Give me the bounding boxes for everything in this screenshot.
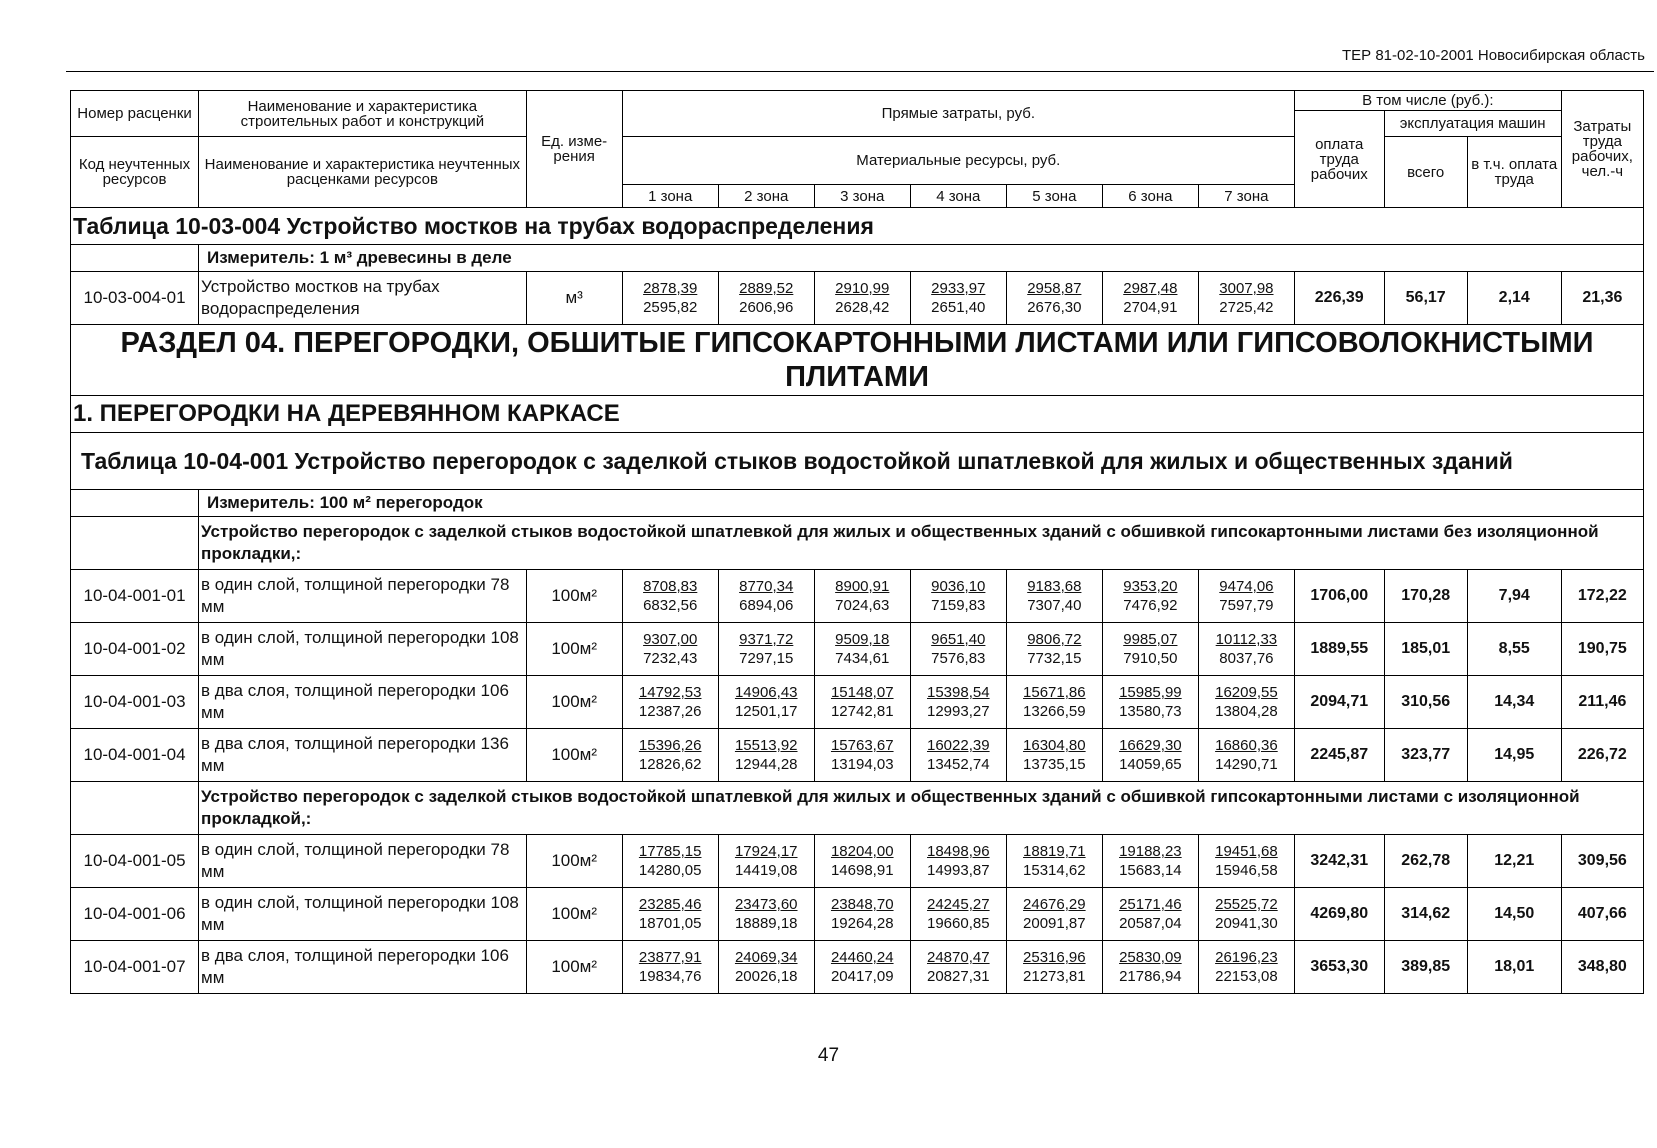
zone-cost-cell <box>1102 729 1198 782</box>
work-name: Устройство мостков на трубах водораспределения <box>199 272 527 325</box>
rate-code: 10-04-001-01 <box>71 570 199 623</box>
zone-material-cost: 2704,91 <box>1123 299 1178 316</box>
zone-direct-cost: 17924,17 <box>734 843 798 860</box>
zone-direct-cost: 2910,99 <box>835 280 890 297</box>
zone-direct-cost: 23285,46 <box>638 896 702 913</box>
zone-cost-cell <box>910 941 1006 994</box>
unit-cell: 100м² <box>526 941 622 994</box>
zone-direct-cost: 24460,24 <box>830 949 894 966</box>
zone-material-cost: 2606,96 <box>739 299 794 316</box>
zone-direct-cost: 16629,30 <box>1119 737 1182 754</box>
labor-hours: 172,22 <box>1561 570 1643 623</box>
zone-material-cost: 13452,74 <box>927 756 990 773</box>
zone-material-cost: 7232,43 <box>643 650 698 667</box>
zone-cost-cell <box>1198 835 1294 888</box>
zone-direct-cost: 24870,47 <box>927 949 990 966</box>
zone-cost-cell <box>1102 941 1198 994</box>
zone-direct-cost: 23473,60 <box>734 896 798 913</box>
labor-pay: 4269,80 <box>1294 888 1384 941</box>
labor-hours: 190,75 <box>1561 623 1643 676</box>
zone-direct-cost: 16304,80 <box>1023 737 1086 754</box>
labor-pay: 1706,00 <box>1294 570 1384 623</box>
zone-direct-cost: 2987,48 <box>1123 280 1178 297</box>
work-name: в два слоя, толщиной перегородки 106 мм <box>199 676 527 729</box>
rate-code: 10-04-001-04 <box>71 729 199 782</box>
zone-direct-cost: 15763,67 <box>830 737 894 754</box>
head-zone-5: 5 зона <box>1006 185 1102 208</box>
zone-material-cost: 12826,62 <box>638 756 702 773</box>
labor-pay: 2094,71 <box>1294 676 1384 729</box>
zone-material-cost: 7297,15 <box>739 650 794 667</box>
zone-material-cost: 7159,83 <box>931 597 986 614</box>
zone-material-cost: 22153,08 <box>1215 968 1278 985</box>
zone-cost-cell <box>622 941 718 994</box>
zone-cost-cell <box>718 888 814 941</box>
zone-direct-cost: 9307,00 <box>643 631 698 648</box>
head-rate-number: Номер расценки <box>71 91 199 137</box>
machines-total: 323,77 <box>1384 729 1467 782</box>
table-row <box>71 941 1644 994</box>
zone-material-cost: 14290,71 <box>1215 756 1278 773</box>
work-name: в два слоя, толщиной перегородки 136 мм <box>199 729 527 782</box>
zone-cost-cell <box>1198 888 1294 941</box>
head-zone-3: 3 зона <box>814 185 910 208</box>
machines-labor: 8,55 <box>1467 623 1561 676</box>
machines-labor: 14,50 <box>1467 888 1561 941</box>
zone-direct-cost: 25316,96 <box>1023 949 1086 966</box>
zone-material-cost: 20417,09 <box>830 968 894 985</box>
labor-pay: 1889,55 <box>1294 623 1384 676</box>
zone-material-cost: 7732,15 <box>1027 650 1082 667</box>
head-materials: Материальные ресурсы, руб. <box>622 137 1294 185</box>
zone-direct-cost: 8900,91 <box>835 578 890 595</box>
zone-direct-cost: 25171,46 <box>1119 896 1182 913</box>
work-name: в один слой, толщиной перегородки 78 мм <box>199 570 527 623</box>
zone-material-cost: 13804,28 <box>1215 703 1278 720</box>
zone-material-cost: 13580,73 <box>1119 703 1182 720</box>
machines-labor: 18,01 <box>1467 941 1561 994</box>
unit-cell: 100м² <box>526 676 622 729</box>
zone-direct-cost: 9371,72 <box>739 631 794 648</box>
zone-direct-cost: 24069,34 <box>734 949 798 966</box>
zone-material-cost: 2676,30 <box>1027 299 1082 316</box>
machines-total: 56,17 <box>1384 272 1467 325</box>
machines-labor: 14,95 <box>1467 729 1561 782</box>
zone-material-cost: 13735,15 <box>1023 756 1086 773</box>
zone-direct-cost: 15513,92 <box>734 737 798 754</box>
zone-cost-cell <box>814 888 910 941</box>
zone-cost-cell <box>718 570 814 623</box>
unit-cell: 100м² <box>526 623 622 676</box>
measure-label: Измеритель: 1 м³ древесины в деле <box>199 245 1644 272</box>
table-10-03-004-title: Таблица 10-03-004 Устройство мостков на трубах водораспределения <box>71 208 1644 245</box>
zone-material-cost: 15946,58 <box>1215 862 1278 879</box>
table-row <box>71 729 1644 782</box>
zone-direct-cost: 25525,72 <box>1215 896 1278 913</box>
zone-material-cost: 18701,05 <box>638 915 702 932</box>
zone-cost-cell <box>1198 941 1294 994</box>
zone-cost-cell <box>622 623 718 676</box>
zone-direct-cost: 25830,09 <box>1119 949 1182 966</box>
zone-cost-cell <box>910 570 1006 623</box>
zone-direct-cost: 9985,07 <box>1123 631 1178 648</box>
zone-material-cost: 7024,63 <box>835 597 890 614</box>
zone-direct-cost: 2958,87 <box>1027 280 1082 297</box>
zone-cost-cell <box>814 729 910 782</box>
zone-material-cost: 20587,04 <box>1119 915 1182 932</box>
head-labor-costs: Затраты труда рабочих, чел.-ч <box>1561 91 1643 208</box>
zone-cost-cell <box>1006 623 1102 676</box>
zone-direct-cost: 8708,83 <box>643 578 698 595</box>
zone-cost-cell <box>1006 570 1102 623</box>
labor-hours: 21,36 <box>1561 272 1643 325</box>
zone-material-cost: 12993,27 <box>927 703 990 720</box>
zone-direct-cost: 26196,23 <box>1215 949 1278 966</box>
measure-blank-cell <box>71 245 199 272</box>
zone-cost-cell <box>1006 888 1102 941</box>
zone-material-cost: 13194,03 <box>830 756 894 773</box>
machines-total: 310,56 <box>1384 676 1467 729</box>
zone-material-cost: 15683,14 <box>1119 862 1182 879</box>
rate-code: 10-04-001-03 <box>71 676 199 729</box>
labor-hours: 226,72 <box>1561 729 1643 782</box>
zone-direct-cost: 9183,68 <box>1027 578 1082 595</box>
table-row <box>71 676 1644 729</box>
zone-material-cost: 2651,40 <box>931 299 986 316</box>
labor-hours: 407,66 <box>1561 888 1643 941</box>
zone-direct-cost: 2878,39 <box>643 280 698 297</box>
subsection-title: 1. ПЕРЕГОРОДКИ НА ДЕРЕВЯННОМ КАРКАСЕ <box>71 396 1644 433</box>
head-including: В том числе (руб.): <box>1294 91 1561 111</box>
head-zone-7: 7 зона <box>1198 185 1294 208</box>
machines-labor: 14,34 <box>1467 676 1561 729</box>
running-header: ТЕР 81-02-10-2001 Новосибирская область <box>1342 47 1645 64</box>
zone-material-cost: 20091,87 <box>1023 915 1086 932</box>
zone-direct-cost: 19188,23 <box>1119 843 1182 860</box>
head-zone-6: 6 зона <box>1102 185 1198 208</box>
zone-cost-cell <box>910 623 1006 676</box>
zone-cost-cell <box>814 941 910 994</box>
zone-cost-cell <box>718 729 814 782</box>
zone-material-cost: 2595,82 <box>643 299 698 316</box>
zone-direct-cost: 9806,72 <box>1027 631 1082 648</box>
zone-cost-cell <box>622 676 718 729</box>
machines-total: 314,62 <box>1384 888 1467 941</box>
zone-cost-cell <box>622 729 718 782</box>
zone-material-cost: 19834,76 <box>638 968 702 985</box>
work-name: в один слой, толщиной перегородки 78 мм <box>199 835 527 888</box>
zone-direct-cost: 9036,10 <box>931 578 986 595</box>
zone-direct-cost: 15398,54 <box>927 684 990 701</box>
zone-cost-cell <box>1006 835 1102 888</box>
zone-cost-cell <box>1102 835 1198 888</box>
work-name: в один слой, толщиной перегородки 108 мм <box>199 888 527 941</box>
zone-cost-cell <box>622 888 718 941</box>
zone-material-cost: 12501,17 <box>734 703 798 720</box>
zone-direct-cost: 14906,43 <box>734 684 798 701</box>
head-machines-total: всего <box>1384 137 1467 208</box>
unit-cell: м³ <box>526 272 622 325</box>
head-direct-costs: Прямые затраты, руб. <box>622 91 1294 137</box>
zone-cost-cell <box>1006 941 1102 994</box>
zone-material-cost: 7307,40 <box>1027 597 1082 614</box>
machines-labor: 12,21 <box>1467 835 1561 888</box>
zone-material-cost: 14280,05 <box>638 862 702 879</box>
zone-material-cost: 19660,85 <box>927 915 990 932</box>
zone-material-cost: 7576,83 <box>931 650 986 667</box>
machines-total: 170,28 <box>1384 570 1467 623</box>
zone-material-cost: 8037,76 <box>1219 650 1274 667</box>
caption-blank-cell <box>71 782 199 835</box>
table-row <box>71 272 1644 325</box>
rate-code: 10-04-001-05 <box>71 835 199 888</box>
page-number: 47 <box>817 1045 840 1066</box>
zone-material-cost: 21786,94 <box>1119 968 1182 985</box>
machines-labor: 2,14 <box>1467 272 1561 325</box>
zone-cost-cell <box>622 835 718 888</box>
zone-direct-cost: 17785,15 <box>638 843 702 860</box>
labor-pay: 3242,31 <box>1294 835 1384 888</box>
head-code-unaccounted: Код неучтенных ресурсов <box>71 137 199 208</box>
zone-direct-cost: 10112,33 <box>1215 631 1278 648</box>
zone-cost-cell <box>814 272 910 325</box>
zone-direct-cost: 9353,20 <box>1123 578 1178 595</box>
zone-cost-cell <box>910 729 1006 782</box>
labor-pay: 226,39 <box>1294 272 1384 325</box>
labor-pay: 2245,87 <box>1294 729 1384 782</box>
zone-material-cost: 12742,81 <box>830 703 894 720</box>
labor-pay: 3653,30 <box>1294 941 1384 994</box>
zone-direct-cost: 18204,00 <box>830 843 894 860</box>
zone-direct-cost: 24245,27 <box>927 896 990 913</box>
zone-cost-cell <box>910 272 1006 325</box>
zone-cost-cell <box>814 835 910 888</box>
zone-cost-cell <box>1198 272 1294 325</box>
zone-direct-cost: 14792,53 <box>638 684 702 701</box>
head-zone-2: 2 зона <box>718 185 814 208</box>
zone-cost-cell <box>718 835 814 888</box>
zone-cost-cell <box>910 888 1006 941</box>
machines-labor: 7,94 <box>1467 570 1561 623</box>
zone-material-cost: 7597,79 <box>1219 597 1274 614</box>
zone-direct-cost: 9474,06 <box>1219 578 1274 595</box>
rate-code: 10-04-001-07 <box>71 941 199 994</box>
zone-material-cost: 14059,65 <box>1119 756 1182 773</box>
zone-cost-cell <box>718 623 814 676</box>
zone-material-cost: 14993,87 <box>927 862 990 879</box>
zone-direct-cost: 15396,26 <box>638 737 702 754</box>
rate-code: 10-04-001-02 <box>71 623 199 676</box>
zone-material-cost: 2628,42 <box>835 299 890 316</box>
unit-cell: 100м² <box>526 835 622 888</box>
zone-direct-cost: 9509,18 <box>835 631 890 648</box>
zone-cost-cell <box>1198 570 1294 623</box>
zone-material-cost: 20827,31 <box>927 968 990 985</box>
zone-direct-cost: 9651,40 <box>931 631 986 648</box>
zone-material-cost: 13266,59 <box>1023 703 1086 720</box>
work-name: в два слоя, толщиной перегородки 106 мм <box>199 941 527 994</box>
zone-direct-cost: 15671,86 <box>1023 684 1086 701</box>
head-zone-1: 1 зона <box>622 185 718 208</box>
zone-material-cost: 18889,18 <box>734 915 798 932</box>
zone-direct-cost: 16209,55 <box>1215 684 1278 701</box>
zone-material-cost: 20941,30 <box>1215 915 1278 932</box>
zone-material-cost: 7476,92 <box>1123 597 1178 614</box>
machines-total: 389,85 <box>1384 941 1467 994</box>
unit-cell: 100м² <box>526 729 622 782</box>
zone-material-cost: 21273,81 <box>1023 968 1086 985</box>
zone-cost-cell <box>1006 272 1102 325</box>
zone-cost-cell <box>1006 676 1102 729</box>
rates-table <box>70 90 1644 994</box>
zone-direct-cost: 3007,98 <box>1219 280 1274 297</box>
unit-cell: 100м² <box>526 888 622 941</box>
zone-cost-cell <box>1198 676 1294 729</box>
zone-direct-cost: 16860,36 <box>1215 737 1278 754</box>
zone-cost-cell <box>1006 729 1102 782</box>
zone-material-cost: 19264,28 <box>830 915 894 932</box>
zone-material-cost: 15314,62 <box>1023 862 1086 879</box>
head-name-unaccounted: Наименование и характеристика неучтенных расценками ресурсов <box>199 137 527 208</box>
section-title: РАЗДЕЛ 04. ПЕРЕГОРОДКИ, ОБШИТЫЕ ГИПСОКАРТОННЫМИ ЛИСТАМИ ИЛИ ГИПСОВОЛОКНИСТЫМИ ПЛИТАМИ <box>71 325 1644 396</box>
zone-cost-cell <box>622 272 718 325</box>
zone-cost-cell <box>910 676 1006 729</box>
unit-cell: 100м² <box>526 570 622 623</box>
header-rule <box>66 71 1654 72</box>
zone-direct-cost: 8770,34 <box>739 578 794 595</box>
zone-material-cost: 12387,26 <box>638 703 702 720</box>
rate-code: 10-04-001-06 <box>71 888 199 941</box>
zone-direct-cost: 18498,96 <box>927 843 990 860</box>
zone-direct-cost: 18819,71 <box>1023 843 1086 860</box>
table-row <box>71 888 1644 941</box>
zone-direct-cost: 2889,52 <box>739 280 794 297</box>
zone-material-cost: 14698,91 <box>830 862 894 879</box>
measure-blank-cell <box>71 490 199 517</box>
zone-material-cost: 2725,42 <box>1219 299 1274 316</box>
zone-cost-cell <box>814 570 910 623</box>
machines-total: 185,01 <box>1384 623 1467 676</box>
zone-cost-cell <box>718 941 814 994</box>
head-zone-4: 4 зона <box>910 185 1006 208</box>
head-labor-pay: оплата труда рабочих <box>1294 111 1384 208</box>
zone-cost-cell <box>1102 272 1198 325</box>
zone-material-cost: 20026,18 <box>734 968 798 985</box>
zone-cost-cell <box>1102 570 1198 623</box>
zone-material-cost: 12944,28 <box>734 756 798 773</box>
caption-blank-cell <box>71 517 199 570</box>
head-unit: Ед. изме-рения <box>526 91 622 208</box>
labor-hours: 309,56 <box>1561 835 1643 888</box>
table-row <box>71 570 1644 623</box>
labor-hours: 211,46 <box>1561 676 1643 729</box>
zone-direct-cost: 2933,97 <box>931 280 986 297</box>
zone-direct-cost: 23877,91 <box>638 949 702 966</box>
zone-material-cost: 7910,50 <box>1123 650 1178 667</box>
zone-direct-cost: 23848,70 <box>830 896 894 913</box>
zone-cost-cell <box>910 835 1006 888</box>
machines-total: 262,78 <box>1384 835 1467 888</box>
zone-direct-cost: 15985,99 <box>1119 684 1182 701</box>
zone-cost-cell <box>1102 676 1198 729</box>
zone-material-cost: 7434,61 <box>835 650 890 667</box>
zone-direct-cost: 24676,29 <box>1023 896 1086 913</box>
head-machines: эксплуатация машин <box>1384 111 1561 137</box>
group-caption: Устройство перегородок с заделкой стыков водостойкой шпатлевкой для жилых и общественных зданий с обшивкой гипсокартонными листами с изоляционной прокладкой,: <box>199 782 1644 835</box>
rate-code: 10-03-004-01 <box>71 272 199 325</box>
table-row <box>71 623 1644 676</box>
group-caption: Устройство перегородок с заделкой стыков водостойкой шпатлевкой для жилых и общественных зданий с обшивкой гипсокартонными листами без изоляционной прокладки,: <box>199 517 1644 570</box>
measure-label: Измеритель: 100 м² перегородок <box>199 490 1644 517</box>
zone-cost-cell <box>1102 623 1198 676</box>
zone-cost-cell <box>622 570 718 623</box>
zone-material-cost: 14419,08 <box>734 862 798 879</box>
zone-cost-cell <box>1102 888 1198 941</box>
zone-cost-cell <box>1198 623 1294 676</box>
zone-cost-cell <box>718 272 814 325</box>
zone-cost-cell <box>814 623 910 676</box>
zone-cost-cell <box>814 676 910 729</box>
zone-direct-cost: 15148,07 <box>830 684 894 701</box>
work-name: в один слой, толщиной перегородки 108 мм <box>199 623 527 676</box>
zone-cost-cell <box>718 676 814 729</box>
zone-direct-cost: 16022,39 <box>927 737 990 754</box>
table-10-04-001-title: Таблица 10-04-001 Устройство перегородок с заделкой стыков водостойкой шпатлевкой для жилых и общественных зданий <box>71 433 1644 490</box>
head-machines-labor: в т.ч. оплата труда <box>1467 137 1561 208</box>
labor-hours: 348,80 <box>1561 941 1643 994</box>
zone-cost-cell <box>1198 729 1294 782</box>
head-work-name: Наименование и характеристика строительных работ и конструкций <box>199 91 527 137</box>
zone-direct-cost: 19451,68 <box>1215 843 1278 860</box>
zone-material-cost: 6894,06 <box>739 597 794 614</box>
table-row <box>71 835 1644 888</box>
zone-material-cost: 6832,56 <box>643 597 698 614</box>
